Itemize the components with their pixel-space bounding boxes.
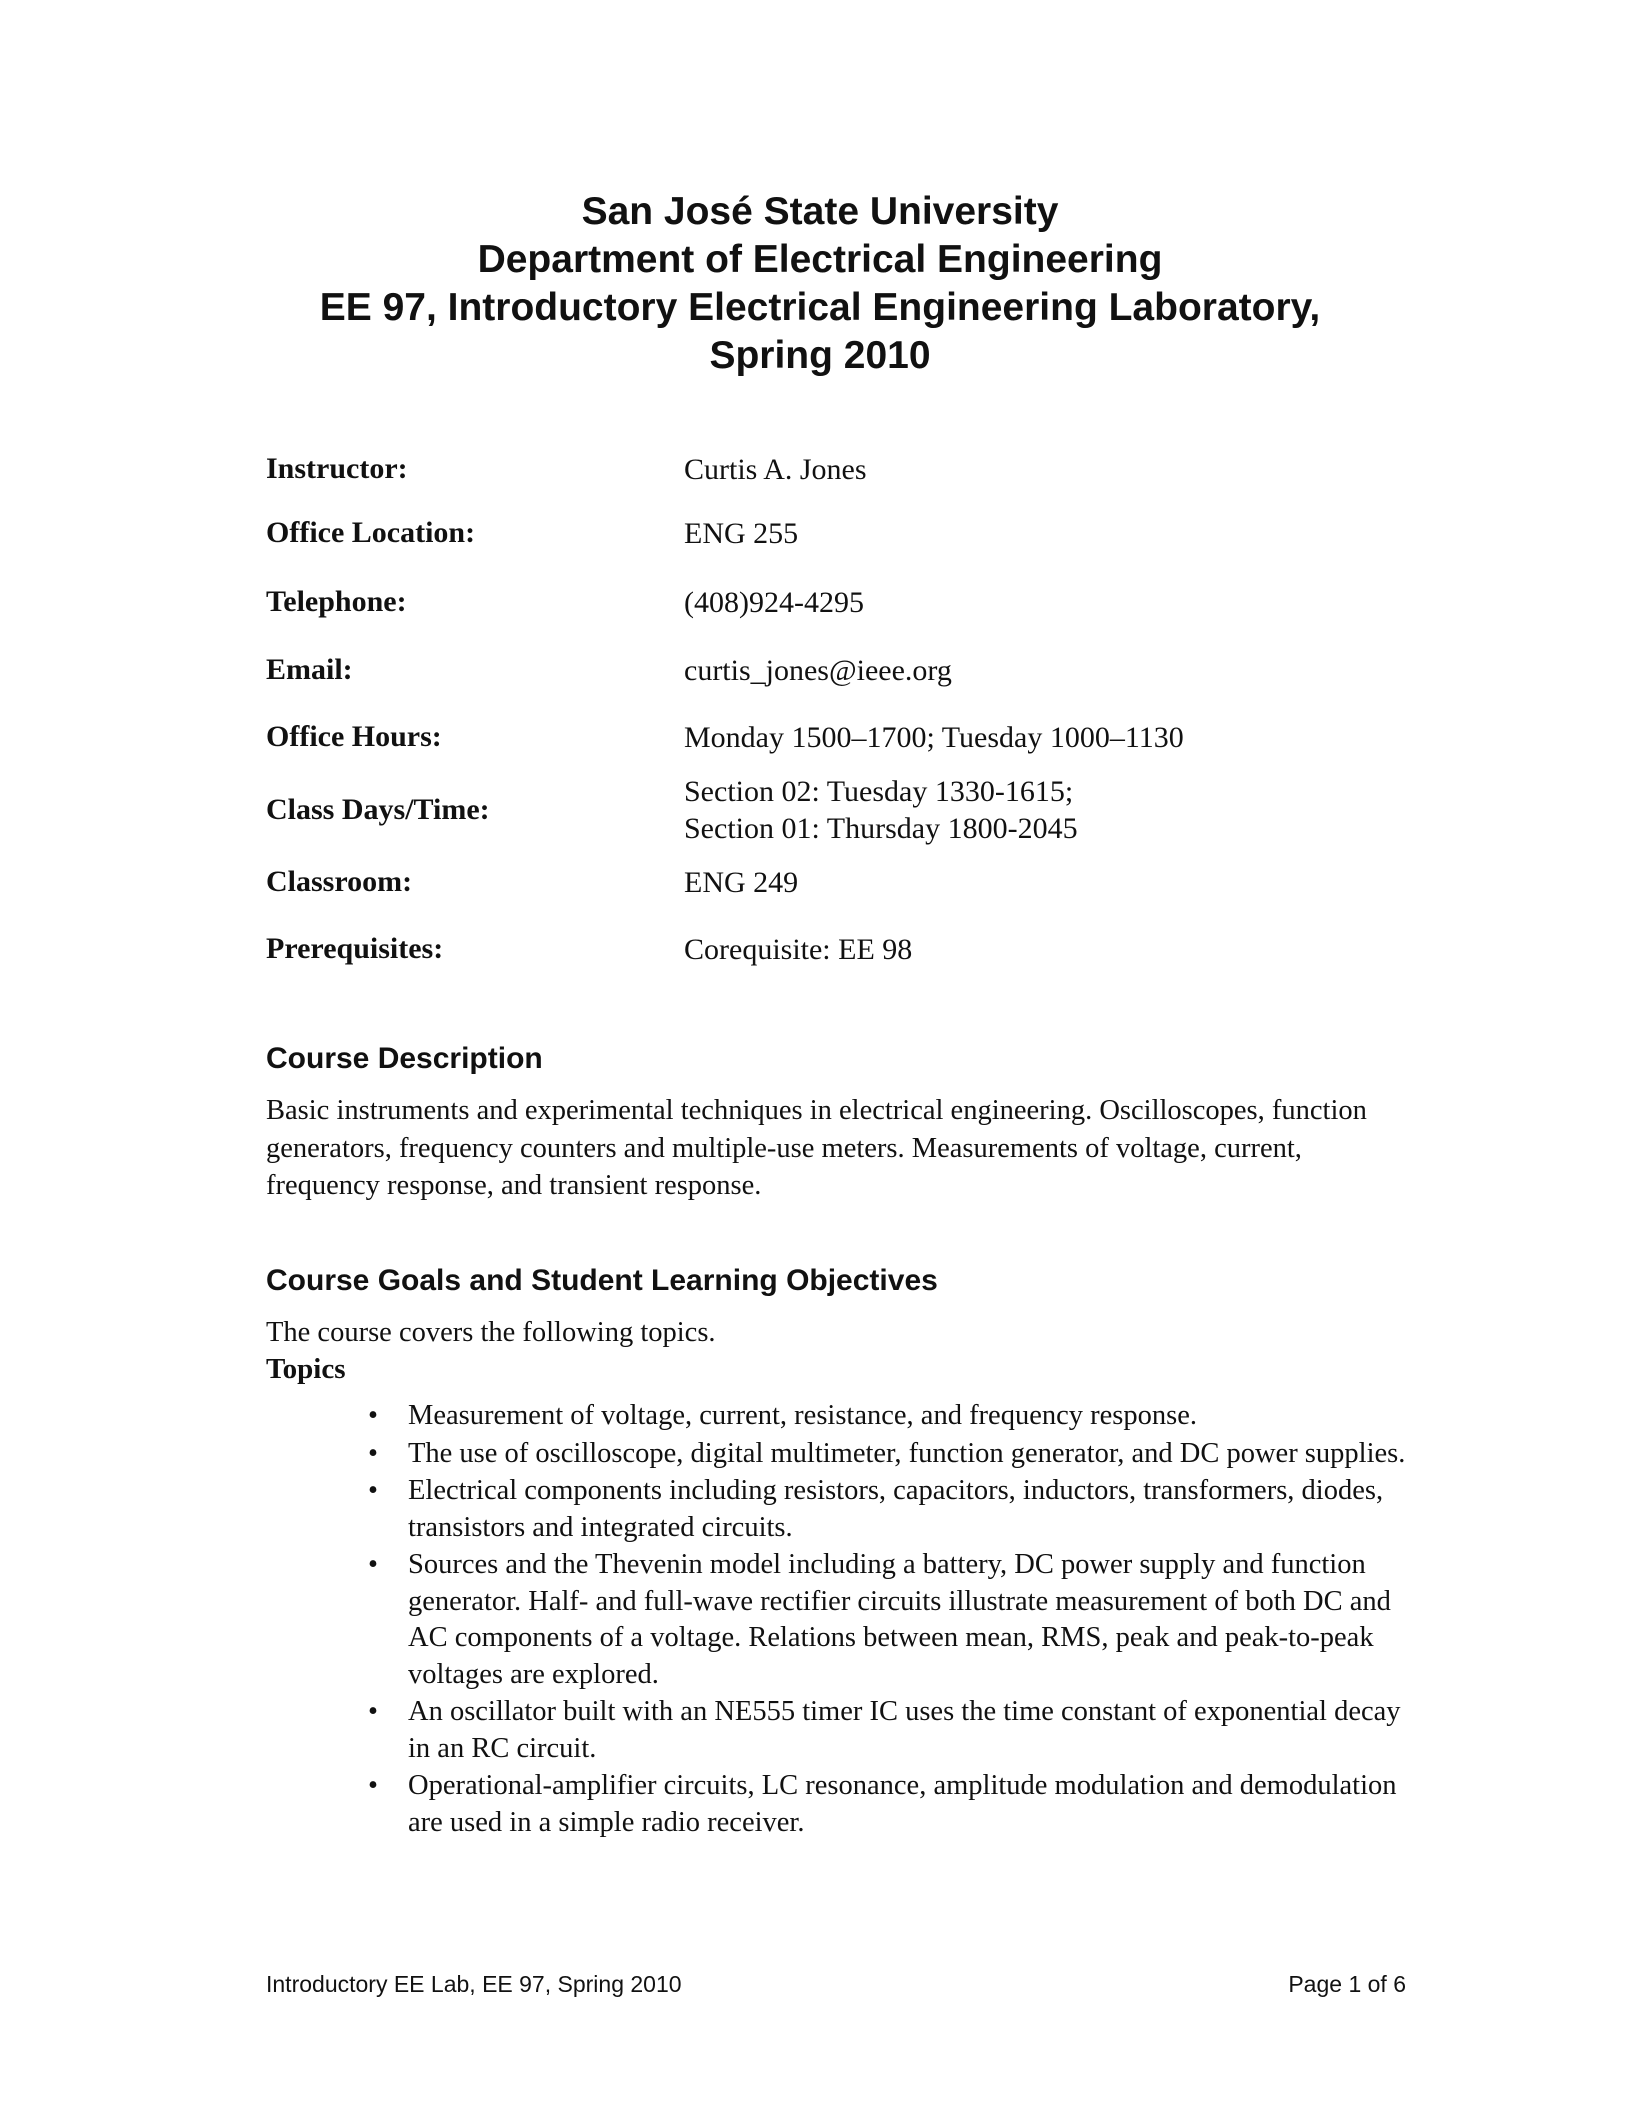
info-row-class-days	[266, 770, 1416, 850]
info-row-office-location	[266, 498, 1416, 568]
list-item	[360, 1694, 1420, 1767]
bullet-icon: •	[368, 1549, 378, 1580]
prerequisites-value: Corequisite: EE 98	[684, 932, 913, 966]
title-term: Spring 2010	[709, 334, 931, 377]
list-item	[360, 1768, 1420, 1841]
topics-list	[360, 1398, 1420, 1842]
course-description-heading: Course Description	[266, 1042, 543, 1075]
title-department: Department of Electrical Engineering	[477, 238, 1163, 281]
topic-text: Measurement of voltage, current, resistance, and frequency response.	[408, 1400, 1197, 1431]
bullet-icon: •	[368, 1770, 378, 1801]
office-location-value: ENG 255	[684, 516, 799, 550]
class-days-line: Section 02: Tuesday 1330-1615;	[684, 775, 1074, 808]
document-title	[0, 188, 1640, 380]
title-university: San José State University	[581, 190, 1059, 233]
info-row-prerequisites	[266, 914, 1416, 984]
class-days-label: Class Days/Time:	[266, 793, 490, 826]
info-row-office-hours	[266, 704, 1416, 770]
email-label: Email:	[266, 653, 353, 686]
course-info-table	[266, 440, 1416, 984]
instructor-value: Curtis A. Jones	[684, 452, 867, 486]
course-goals-intro: The course covers the following topics.	[266, 1317, 716, 1348]
footer-course-label: Introductory EE Lab, EE 97, Spring 2010	[266, 1971, 682, 1997]
class-days-value	[684, 773, 1416, 847]
topic-text: Electrical components including resistors, capacitors, inductors, transformers, diodes, transistors and integrated circuits.	[408, 1475, 1384, 1543]
email-value: curtis_jones@ieee.org	[684, 653, 952, 687]
list-item	[360, 1398, 1420, 1435]
info-row-classroom	[266, 850, 1416, 914]
telephone-label: Telephone:	[266, 585, 407, 618]
topic-text: Sources and the Thevenin model including a battery, DC power supply and function generator. Half- and full-wave rectifier circuits illustrate measurement of both DC and AC components of a voltage. Relations between mean, RMS, peak and peak-to-peak voltages are explored.	[408, 1549, 1391, 1690]
list-item	[360, 1473, 1420, 1546]
classroom-label: Classroom:	[266, 865, 413, 898]
instructor-label: Instructor:	[266, 452, 408, 485]
classroom-value: ENG 249	[684, 865, 799, 899]
list-item	[360, 1547, 1420, 1693]
bullet-icon: •	[368, 1475, 378, 1506]
prerequisites-label: Prerequisites:	[266, 932, 444, 965]
topic-text: An oscillator built with an NE555 timer IC uses the time constant of exponential decay in an RC circuit.	[408, 1696, 1401, 1764]
office-location-label: Office Location:	[266, 516, 476, 549]
info-row-email	[266, 636, 1416, 704]
footer-page-number: Page 1 of 6	[1288, 1971, 1406, 1997]
list-item	[360, 1436, 1420, 1473]
bullet-icon: •	[368, 1437, 378, 1469]
topic-text: Operational-amplifier circuits, LC resonance, amplitude modulation and demodulation are used in a simple radio receiver.	[408, 1770, 1397, 1838]
telephone-value: (408)924-4295	[684, 585, 864, 619]
course-goals-heading: Course Goals and Student Learning Objectives	[266, 1264, 938, 1297]
course-description-text: Basic instruments and experimental techniques in electrical engineering. Oscilloscopes, function generators, frequency counters and multiple-use meters. Measurements of voltage, current, frequency response, and transient response.	[266, 1095, 1367, 1201]
office-hours-value: Monday 1500–1700; Tuesday 1000–1130	[684, 720, 1184, 754]
topics-label: Topics	[266, 1353, 346, 1385]
title-course: EE 97, Introductory Electrical Engineering Laboratory,	[319, 286, 1321, 329]
bullet-icon: •	[368, 1400, 378, 1431]
bullet-icon: •	[368, 1696, 378, 1727]
class-days-line: Section 01: Thursday 1800-2045	[684, 812, 1078, 845]
info-row-telephone	[266, 568, 1416, 636]
topic-text: The use of oscilloscope, digital multimeter, function generator, and DC power supplies.	[408, 1437, 1406, 1469]
info-row-instructor	[266, 440, 1416, 498]
office-hours-label: Office Hours:	[266, 720, 442, 753]
